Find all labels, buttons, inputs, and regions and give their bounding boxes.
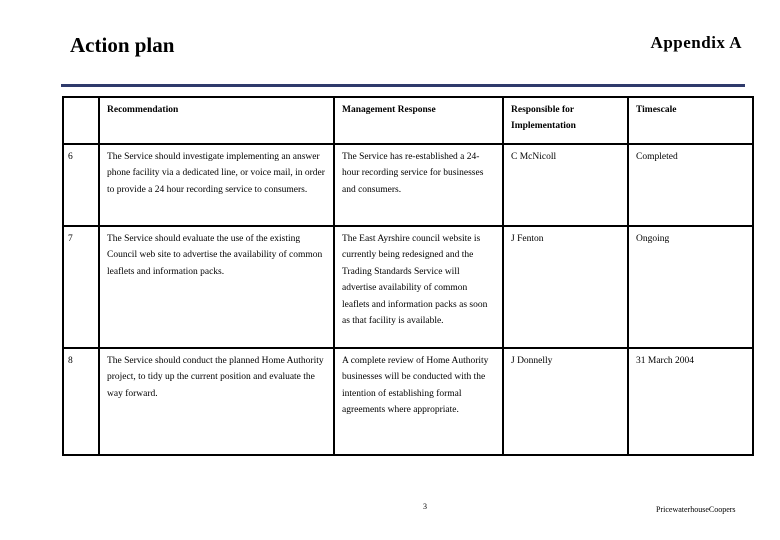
footer-company: PricewaterhouseCoopers (656, 505, 736, 514)
header-rule (61, 84, 745, 87)
row-number: 8 (63, 348, 99, 455)
action-plan-table (62, 96, 754, 456)
table-row (63, 144, 753, 226)
timescale-cell: Ongoing (628, 226, 753, 348)
timescale-cell: Completed (628, 144, 753, 226)
column-header-response: Management Response (334, 97, 503, 144)
response-cell: The East Ayrshire council website is currently being redesigned and the Trading Standards Service will advertise availability of common leaflets and information packs as soon as that facility is available. (334, 226, 503, 348)
response-cell: The Service has re-established a 24-hour recording service for businesses and consumers. (334, 144, 503, 226)
column-header-responsible: Responsible for Implementation (503, 97, 628, 144)
recommendation-cell: The Service should investigate implementing an answer phone facility via a dedicated line, or voice mail, in order to provide a 24 hour recording service to consumers. (99, 144, 334, 226)
responsible-cell: J Donnelly (503, 348, 628, 455)
recommendation-cell: The Service should conduct the planned Home Authority project, to tidy up the current position and evaluate the way forward. (99, 348, 334, 455)
page-title: Action plan (70, 33, 175, 57)
table-row (63, 226, 753, 348)
responsible-cell: C McNicoll (503, 144, 628, 226)
column-header-recommendation: Recommendation (99, 97, 334, 144)
responsible-cell: J Fenton (503, 226, 628, 348)
column-header-timescale: Timescale (628, 97, 753, 144)
page-number: 3 (423, 502, 427, 511)
recommendation-cell: The Service should evaluate the use of the existing Council web site to advertise the availability of common leaflets and information packs. (99, 226, 334, 348)
row-number: 7 (63, 226, 99, 348)
table-header-row (63, 97, 753, 144)
response-cell: A complete review of Home Authority businesses will be conducted with the intention of establishing formal agreements where appropriate. (334, 348, 503, 455)
timescale-cell: 31 March 2004 (628, 348, 753, 455)
column-header-number (63, 97, 99, 144)
appendix-label: Appendix A (650, 33, 742, 52)
table-row (63, 348, 753, 455)
row-number: 6 (63, 144, 99, 226)
